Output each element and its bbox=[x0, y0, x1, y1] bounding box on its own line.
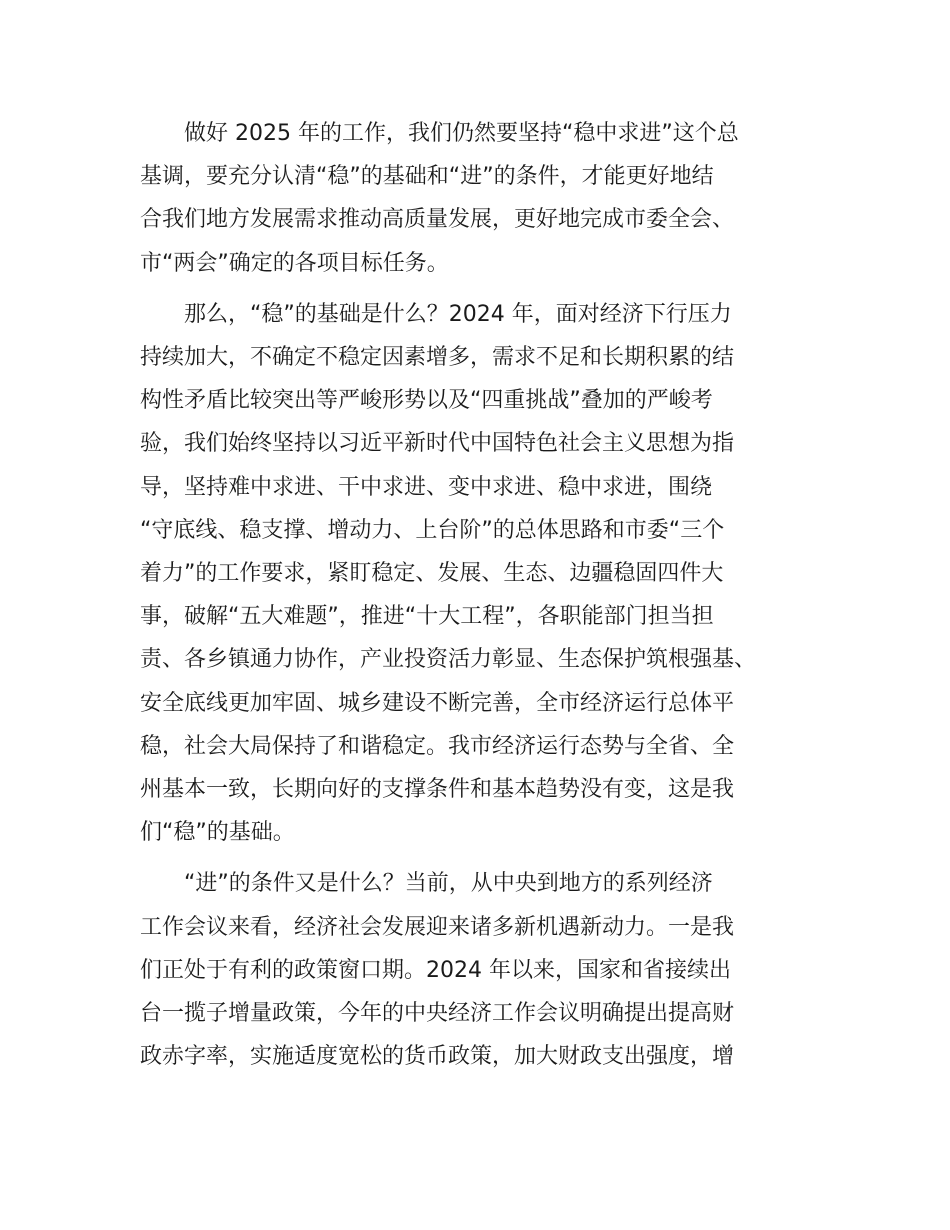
paragraph-1-line-4: 市“两会”确定的各项目标任务。 bbox=[140, 250, 449, 276]
paragraph-1-line-2: 基调，要充分认清“稳”的基础和“进”的条件，才能更好地结 bbox=[140, 164, 714, 190]
paragraph-2-line-5: 导，坚持难中求进、干中求进、变中求进、稳中求进，围绕 bbox=[140, 474, 713, 500]
paragraph-1-line-1: 做好 2025 年的工作，我们仍然要坚持“稳中求进”这个总 bbox=[184, 121, 739, 146]
paragraph-3-line-1: “进”的条件又是什么？当前，从中央到地方的系列经济 bbox=[184, 871, 713, 897]
paragraph-2-line-9: 责、各乡镇通力协作，产业投资活力彰显、生态保护筑根强基、 bbox=[140, 647, 757, 673]
paragraph-2-line-10: 安全底线更加牢固、城乡建设不断完善，全市经济运行总体平 bbox=[140, 690, 735, 716]
paragraph-2-line-3: 构性矛盾比较突出等严峻形势以及“四重挑战”叠加的严峻考 bbox=[140, 388, 713, 414]
paragraph-3 bbox=[140, 862, 820, 1078]
paragraph-2-line-1: 那么，“稳”的基础是什么？2024 年，面对经济下行压力 bbox=[184, 301, 732, 327]
document-body bbox=[140, 112, 820, 1086]
paragraph-1 bbox=[140, 112, 820, 285]
paragraph-3-line-5: 政赤字率，实施适度宽松的货币政策，加大财政支出强度，增 bbox=[140, 1044, 735, 1070]
paragraph-2 bbox=[140, 293, 820, 855]
paragraph-2-line-2: 持续加大，不确定不稳定因素增多，需求不足和长期积累的结 bbox=[140, 345, 735, 371]
paragraph-2-line-4: 验，我们始终坚持以习近平新时代中国特色社会主义思想为指 bbox=[140, 431, 735, 457]
paragraph-2-line-13: 们“稳”的基础。 bbox=[140, 820, 295, 846]
paragraph-2-line-8: 事，破解“五大难题”，推进“十大工程”，各职能部门担当担 bbox=[140, 604, 714, 630]
paragraph-2-line-7: 着力”的工作要求，紧盯稳定、发展、生态、边疆稳固四件大 bbox=[140, 561, 724, 587]
paragraph-2-line-12: 州基本一致，长期向好的支撑条件和基本趋势没有变，这是我 bbox=[140, 777, 735, 803]
paragraph-3-line-2: 工作会议来看，经济社会发展迎来诸多新机遇新动力。一是我 bbox=[140, 914, 735, 940]
paragraph-3-line-3: 们正处于有利的政策窗口期。2024 年以来，国家和省接续出 bbox=[140, 957, 731, 983]
paragraph-2-line-6: “守底线、稳支撑、增动力、上台阶”的总体思路和市委“三个 bbox=[140, 517, 725, 543]
paragraph-3-line-4: 台一揽子增量政策，今年的中央经济工作会议明确提出提高财 bbox=[140, 1001, 735, 1027]
paragraph-2-line-11: 稳，社会大局保持了和谐稳定。我市经济运行态势与全省、全 bbox=[140, 733, 735, 759]
paragraph-1-line-3: 合我们地方发展需求推动高质量发展，更好地完成市委全会、 bbox=[140, 207, 735, 233]
